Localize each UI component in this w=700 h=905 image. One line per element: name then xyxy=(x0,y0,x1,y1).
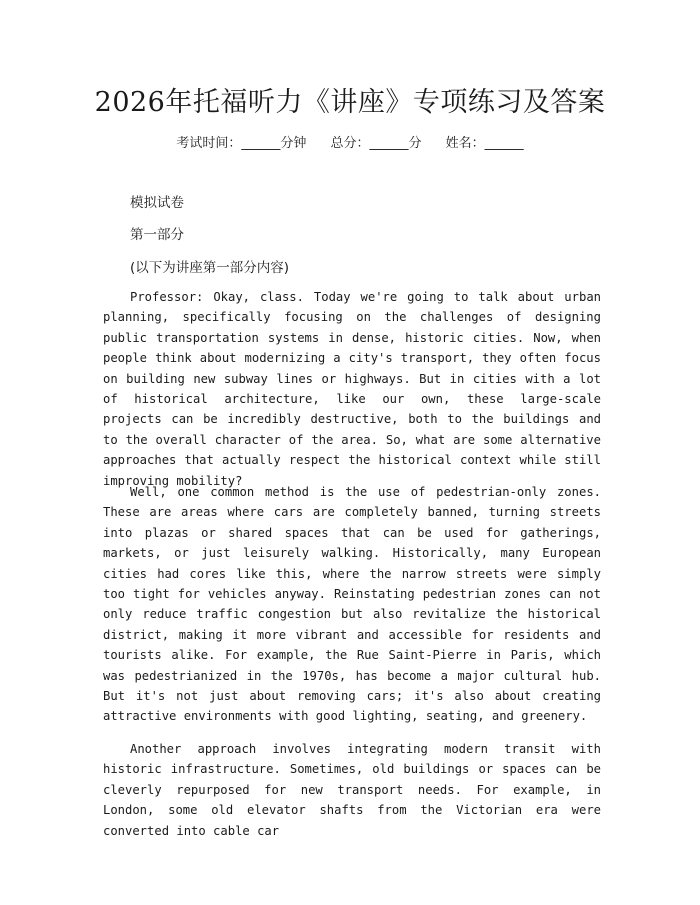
exam-time-field: 考试时间：______分钟 xyxy=(176,136,307,151)
part-note: (以下为讲座第一部分内容) xyxy=(130,260,290,276)
document-title: 2026年托福听力《讲座》专项练习及答案 xyxy=(94,87,606,118)
total-score-field: 总分：______分 xyxy=(330,136,422,151)
exam-info-line xyxy=(0,132,700,151)
lecture-paragraph-1: Professor: Okay, class. Today we're going to talk about urban planning, specifically focusing on the challenges of designing public transportation systems in dense, historic cities. Now, when people think about modernizing a city's transport, they often focus on building new subway lines or highways. But in cities with a lot of historical architecture, like our own, these large-scale projects can be incredibly destructive, both to the buildings and to the overall character of the area. So, what are some alternative approaches that actually respect the historical context while still improving mobility? xyxy=(103,290,601,488)
lecture-paragraph-3: Another approach involves integrating modern transit with historic infrastructure. Sometimes, old buildings or spaces can be cleverly repurposed for new transport needs. For example, in London, some old elevator shafts from the Victorian era were converted into cable car xyxy=(103,742,601,838)
section-label: 模拟试卷 xyxy=(130,195,184,211)
name-field: 姓名：______ xyxy=(445,136,524,151)
part-label: 第一部分 xyxy=(130,227,184,243)
lecture-paragraph-2: Well, one common method is the use of pedestrian-only zones. These are areas where cars are completely banned, turning streets into plazas or shared spaces that can be used for gatherings, markets, or just leisurely walking. Historically, many European cities had cores like this, where the narrow streets were simply too tight for vehicles anyway. Reinstating pedestrian zones can not only reduce traffic congestion but also revitalize the historical district, making it more vibrant and accessible for residents and tourists alike. For example, the Rue Saint-Pierre in Paris, which was pedestrianized in the 1970s, has become a major cultural hub. But it's not just about removing cars; it's also about creating attractive environments with good lighting, seating, and greenery. xyxy=(103,485,601,724)
